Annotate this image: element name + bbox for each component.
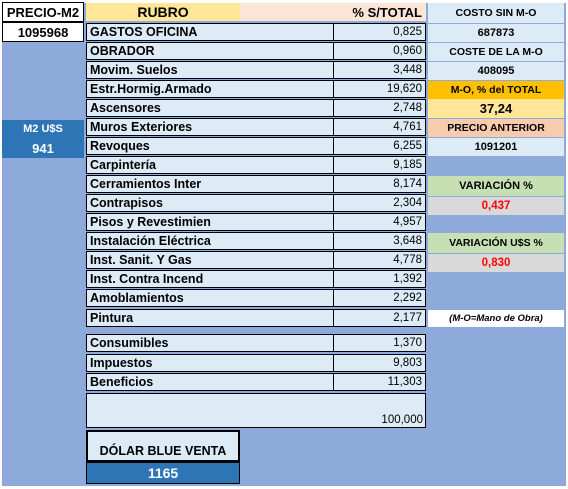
row-value[interactable]: 1,392 <box>334 270 426 288</box>
left-panel <box>2 40 84 486</box>
row-name[interactable]: Estr.Hormig.Armado <box>86 80 334 98</box>
header-percent-total: % S/TOTAL <box>240 3 426 21</box>
table-row[interactable] <box>86 232 426 250</box>
row-name[interactable]: OBRADOR <box>86 42 334 60</box>
row-value[interactable]: 2,177 <box>334 309 426 327</box>
precio-anterior-label: PRECIO ANTERIOR <box>428 119 564 137</box>
row-value[interactable]: 3,448 <box>334 61 426 79</box>
row-name[interactable]: Inst. Sanit. Y Gas <box>86 251 334 269</box>
table-row[interactable] <box>86 42 426 60</box>
row-name[interactable]: Consumibles <box>86 334 334 352</box>
table-row[interactable] <box>86 137 426 155</box>
row-name[interactable]: Movim. Suelos <box>86 61 334 79</box>
variacion-pct-label: VARIACIÓN % <box>428 176 564 196</box>
row-value[interactable]: 0,825 <box>334 23 426 41</box>
row-name[interactable]: Contrapisos <box>86 194 334 212</box>
row-value[interactable]: 11,303 <box>334 373 426 391</box>
table-row[interactable] <box>86 251 426 269</box>
row-value[interactable]: 2,304 <box>334 194 426 212</box>
row-name[interactable]: Muros Exteriores <box>86 118 334 136</box>
row-value[interactable]: 6,255 <box>334 137 426 155</box>
table-row[interactable] <box>86 334 426 352</box>
table-row[interactable] <box>86 270 426 288</box>
table-row[interactable] <box>86 118 426 136</box>
row-value[interactable]: 19,620 <box>334 80 426 98</box>
table-row[interactable] <box>86 156 426 174</box>
variacion-usd-value[interactable]: 0,830 <box>428 254 564 272</box>
table-row[interactable] <box>86 373 426 391</box>
row-value[interactable]: 4,761 <box>334 118 426 136</box>
row-name[interactable]: Beneficios <box>86 373 334 391</box>
mo-pct-value[interactable]: 37,24 <box>428 99 564 118</box>
dolar-blue-value[interactable]: 1165 <box>86 462 240 484</box>
m2-usd-label: M2 U$S <box>2 120 84 138</box>
row-value[interactable]: 2,748 <box>334 99 426 117</box>
costo-sin-mo-label: COSTO SIN M-O <box>428 3 564 23</box>
table-row[interactable] <box>86 194 426 212</box>
row-value[interactable]: 4,778 <box>334 251 426 269</box>
table-row[interactable] <box>86 175 426 193</box>
table-row[interactable] <box>86 80 426 98</box>
table-row[interactable] <box>86 99 426 117</box>
table-row[interactable] <box>86 289 426 307</box>
mo-legend-note: (M-O=Mano de Obra) <box>428 310 564 327</box>
mo-pct-label: M-O, % del TOTAL <box>428 81 564 99</box>
row-name[interactable]: Ascensores <box>86 99 334 117</box>
table-row[interactable] <box>86 213 426 231</box>
coste-mo-label: COSTE DE LA M-O <box>428 43 564 61</box>
total-value[interactable]: 100,000 <box>381 414 423 426</box>
row-value[interactable]: 0,960 <box>334 42 426 60</box>
row-name[interactable]: Pisos y Revestimien <box>86 213 334 231</box>
row-value[interactable]: 8,174 <box>334 175 426 193</box>
table-row[interactable] <box>86 354 426 372</box>
row-value[interactable]: 3,648 <box>334 232 426 250</box>
dolar-blue-label: DÓLAR BLUE VENTA <box>86 430 240 462</box>
table-row[interactable] <box>86 309 426 327</box>
row-value[interactable]: 9,185 <box>334 156 426 174</box>
variacion-usd-label: VARIACIÓN U$S % <box>428 233 564 253</box>
row-value[interactable]: 9,803 <box>334 354 426 372</box>
m2-usd-value[interactable]: 941 <box>2 138 84 158</box>
coste-mo-value[interactable]: 408095 <box>428 62 564 80</box>
row-name[interactable]: Revoques <box>86 137 334 155</box>
table-row[interactable] <box>86 61 426 79</box>
precio-m2-label: PRECIO-M2 <box>2 2 84 22</box>
row-value[interactable]: 4,957 <box>334 213 426 231</box>
header-rubro: RUBRO <box>86 3 240 21</box>
variacion-pct-value[interactable]: 0,437 <box>428 197 564 215</box>
table-header <box>86 3 426 21</box>
row-name[interactable]: Impuestos <box>86 354 334 372</box>
row-name[interactable]: Amoblamientos <box>86 289 334 307</box>
precio-m2-value[interactable]: 1095968 <box>2 22 84 42</box>
row-value[interactable]: 1,370 <box>334 334 426 352</box>
precio-anterior-value[interactable]: 1091201 <box>428 138 564 156</box>
row-name[interactable]: GASTOS OFICINA <box>86 23 334 41</box>
table-row[interactable] <box>86 23 426 41</box>
row-name[interactable]: Inst. Contra Incend <box>86 270 334 288</box>
row-name[interactable]: Cerramientos Inter <box>86 175 334 193</box>
row-name[interactable]: Instalación Eléctrica <box>86 232 334 250</box>
row-name[interactable]: Pintura <box>86 309 334 327</box>
row-name[interactable]: Carpintería <box>86 156 334 174</box>
costo-sin-mo-value[interactable]: 687873 <box>428 24 564 42</box>
row-value[interactable]: 2,292 <box>334 289 426 307</box>
